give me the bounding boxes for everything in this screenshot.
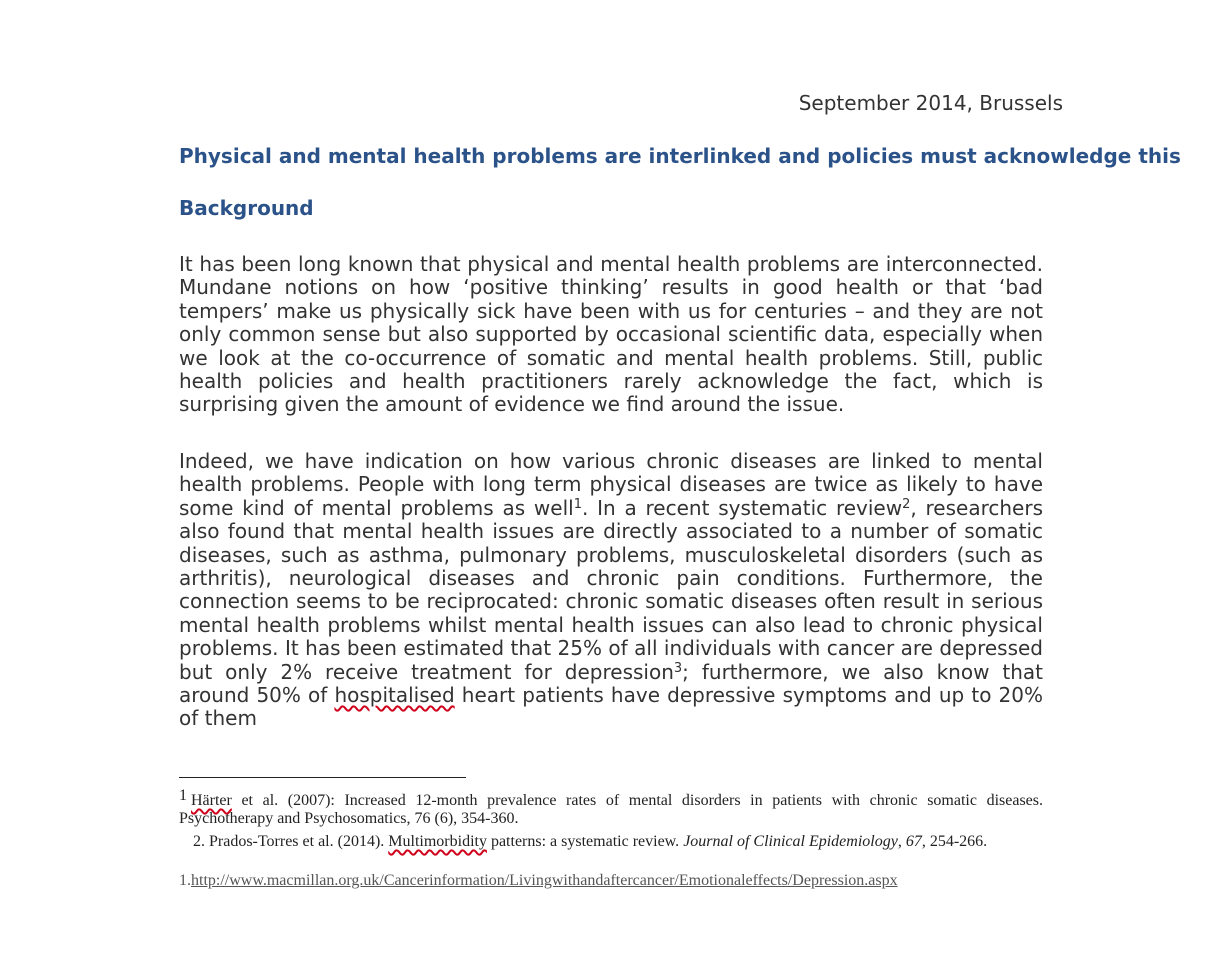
paragraph-2-text: , researchers also found that mental health issues are directly associated to a number of somatic diseases, such as asthma, pulmonary problems, musculoskeletal disorders (such as arthritis), neurological diseases and chronic pain conditions. Furthermore, the connection seems to be reciprocated: chronic somatic diseases often result in serious mental health problems whilst mental health issues can also lead to chronic physical problems. It has been estimated that 25% of all individuals with cancer are depressed but only 2% receive treatment for depression	[179, 495, 1043, 684]
footnote-2-prefix: 2. Prados-Torres et al. (2014).	[193, 833, 389, 850]
paragraph-1: It has been long known that physical and mental health problems are interconnected. Mundane notions on how ‘positive thinking’ results in good health or that ‘bad tempers’ make us physically sick have been with us for centuries – and they are not only common sense but also supported by occasional scientific data, especially when we look at the co-occurrence of somatic and mental health problems. Still, public health policies and health practitioners rarely acknowledge the fact, which is surprising given the amount of evidence we find around the issue.	[179, 252, 1043, 417]
footnote-1-text: et al. (2007): Increased 12-month prevalence rates of mental disorders in patients with chronic somatic diseases. Psychotherapy and Psychosomatics, 76 (6), 354-360.	[179, 792, 1043, 827]
footnote-2-journal: Journal of Clinical Epidemiology	[683, 833, 898, 850]
footnote-separator	[179, 777, 466, 778]
footnote-1	[179, 787, 1043, 827]
footnote-2-pages: , 254-266.	[921, 833, 988, 850]
paragraph-2-text: . In a recent systematic review	[581, 495, 903, 520]
misspelled-word[interactable]: hospitalised	[334, 683, 455, 708]
misspelled-word[interactable]: Multimorbidity	[388, 833, 487, 850]
footnote-2-volume: 67	[905, 833, 922, 850]
footnote-ref-2[interactable]: 2	[902, 496, 911, 512]
paragraph-2-text: heart patients have depressive symptoms and up to 20% of them	[179, 683, 1044, 731]
footnote-ref-1[interactable]: 1	[573, 496, 582, 512]
footnote-3-link[interactable]: http://www.macmillan.org.uk/Cancerinformation/Livingwithandaftercancer/Emotionaleffects/Depression.aspx	[191, 872, 898, 889]
footnote-3	[179, 872, 898, 890]
paragraph-2-text: Indeed, we have indication on how various chronic diseases are linked to mental health problems. People with long term physical diseases are twice as likely to have some kind of mental problems as well	[179, 449, 1043, 520]
misspelled-word[interactable]: Härter	[191, 792, 232, 809]
footnote-2	[143, 833, 1043, 851]
date-location: September 2014, Brussels	[798, 91, 1063, 115]
footnote-3-number: 1.	[179, 872, 191, 889]
document-title: Physical and mental health problems are interlinked and policies must acknowledge this	[179, 144, 1181, 168]
footnote-1-mark: 1	[179, 787, 187, 804]
footnote-2-middle: patterns: a systematic review.	[486, 833, 684, 850]
section-heading: Background	[179, 196, 314, 220]
footnote-ref-3[interactable]: 3	[673, 660, 683, 676]
footnote-2-sep: ,	[897, 833, 906, 850]
paragraph-2	[179, 450, 1043, 731]
paragraph-2-text: ; furthermore, we also know that around 50% of	[179, 659, 1043, 708]
